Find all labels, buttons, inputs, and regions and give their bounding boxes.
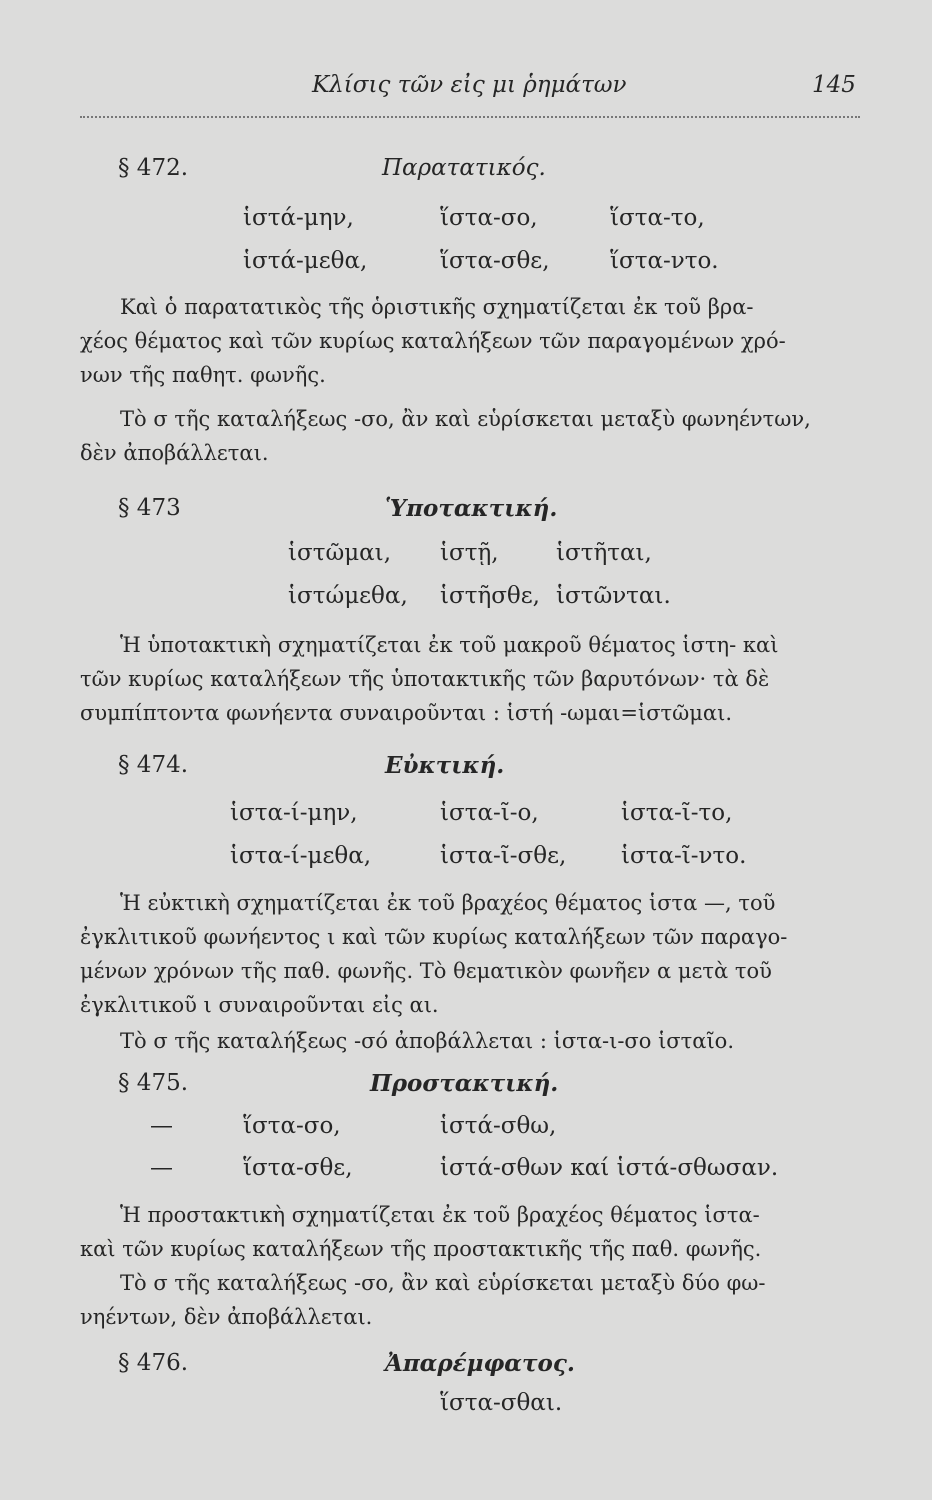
page-number: 145 (812, 72, 856, 98)
paragraph-475-a (80, 1198, 870, 1266)
form: ἵστα-σθε, (440, 248, 550, 274)
text-line: Καὶ ὁ παρατατικὸς τῆς ὁριστικῆς σχηματίζεται ἐκ τοῦ βρα- (120, 295, 754, 319)
text-line: χέος θέματος καὶ τῶν κυρίως καταλήξεων τῶν παραγομένων χρό- (80, 329, 786, 353)
paragraph-474-a (80, 886, 870, 1022)
form: ἵστα-το, (610, 205, 705, 231)
form: ἵστα-σο, (440, 205, 538, 231)
form: ἵστα-σθαι. (440, 1390, 563, 1416)
text-line: δὲν ἀποβάλλεται. (80, 441, 269, 465)
text-line: νηέντων, δὲν ἀποβάλλεται. (80, 1305, 373, 1329)
text-line: Τὸ σ τῆς καταλήξεως -σό ἀποβάλλεται : ἱστα-ι-σο ἱσταῖο. (120, 1029, 734, 1053)
paragraph-472-a (80, 290, 860, 392)
form: ἱστώμεθα, (288, 583, 408, 609)
header-rule (80, 116, 860, 118)
text-line: ἐγκλιτικοῦ φωνήεντος ι καὶ τῶν κυρίως καταλήξεων τῶν παραγο- (80, 925, 788, 949)
form: ἱστα-ῖ-ντο. (621, 843, 747, 869)
section-heading-474: Εὐκτική. (385, 752, 505, 779)
paragraph-473 (80, 628, 870, 730)
section-heading-472: Παρατατικός. (382, 155, 546, 181)
section-number-474: § 474. (118, 752, 189, 778)
section-heading-476: Ἀπαρέμφατος. (385, 1350, 575, 1377)
text-line: νων τῆς παθητ. φωνῆς. (80, 363, 326, 387)
text-line: τῶν κυρίως καταλήξεων τῆς ὑποτακτικῆς τῶν βαρυτόνων· τὰ δὲ (80, 667, 770, 691)
form: ἵστα-ντο. (610, 248, 719, 274)
dash: — (150, 1113, 173, 1139)
form: ἱστα-ῖ-σθε, (440, 843, 567, 869)
form: ἵστα-σο, (243, 1113, 341, 1139)
dash: — (150, 1155, 173, 1181)
form: ἱστα-ί-μεθα, (230, 843, 372, 869)
paragraph-474-b (80, 1024, 860, 1058)
text-line: Ἡ εὐκτικὴ σχηματίζεται ἐκ τοῦ βραχέος θέματος ἱστα —, τοῦ (120, 891, 776, 915)
form: ἱστα-ί-μην, (230, 800, 358, 826)
text-line: καὶ τῶν κυρίως καταλήξεων τῆς προστακτικῆς τῆς παθ. φωνῆς. (80, 1237, 762, 1261)
form: ἱστά-μεθα, (243, 248, 368, 274)
form: ἱστά-σθων καί ἱστά-σθωσαν. (440, 1155, 779, 1181)
section-number-472: § 472. (118, 155, 189, 181)
paragraph-475-b (80, 1266, 870, 1334)
text-line: Ἡ ὑποτακτικὴ σχηματίζεται ἐκ τοῦ μακροῦ θέματος ἱστη- καὶ (120, 633, 779, 657)
running-header-title: Κλίσις τῶν εἰς μι ῥημάτων (312, 72, 627, 98)
text-line: Ἡ προστακτικὴ σχηματίζεται ἐκ τοῦ βραχέος θέματος ἱστα- (120, 1203, 760, 1227)
form: ἱστά-σθω, (440, 1113, 557, 1139)
form: ἵστα-σθε, (243, 1155, 353, 1181)
text-line: ἐγκλιτικοῦ ι συναιροῦνται εἰς αι. (80, 993, 439, 1017)
paragraph-472-b (80, 402, 860, 470)
section-heading-475: Προστακτική. (370, 1070, 559, 1097)
text-line: Τὸ σ τῆς καταλήξεως -σο, ἂν καὶ εὑρίσκεται μεταξὺ δύο φω- (120, 1271, 766, 1295)
form: ἱστῶμαι, (288, 540, 392, 566)
section-number-476: § 476. (118, 1350, 189, 1376)
form: ἱστά-μην, (243, 205, 354, 231)
section-number-473: § 473 (118, 495, 181, 521)
text-line: συμπίπτοντα φωνήεντα συναιροῦνται : ἱστή -ωμαι=ἱστῶμαι. (80, 701, 733, 725)
form: ἱστῆται, (556, 540, 652, 566)
form: ἱστῆσθε, (440, 583, 540, 609)
text-line: μένων χρόνων τῆς παθ. φωνῆς. Τὸ θεματικὸν φωνῆεν α μετὰ τοῦ (80, 959, 772, 983)
section-heading-473: Ὑποτακτική. (385, 495, 558, 522)
form: ἱστα-ῖ-το, (621, 800, 733, 826)
form: ἱστῶνται. (556, 583, 671, 609)
text-line: Τὸ σ τῆς καταλήξεως -σο, ἂν καὶ εὑρίσκεται μεταξὺ φωνηέντων, (120, 407, 811, 431)
section-number-475: § 475. (118, 1070, 189, 1096)
form: ἱστῇ, (440, 540, 499, 566)
form: ἱστα-ῖ-ο, (440, 800, 539, 826)
